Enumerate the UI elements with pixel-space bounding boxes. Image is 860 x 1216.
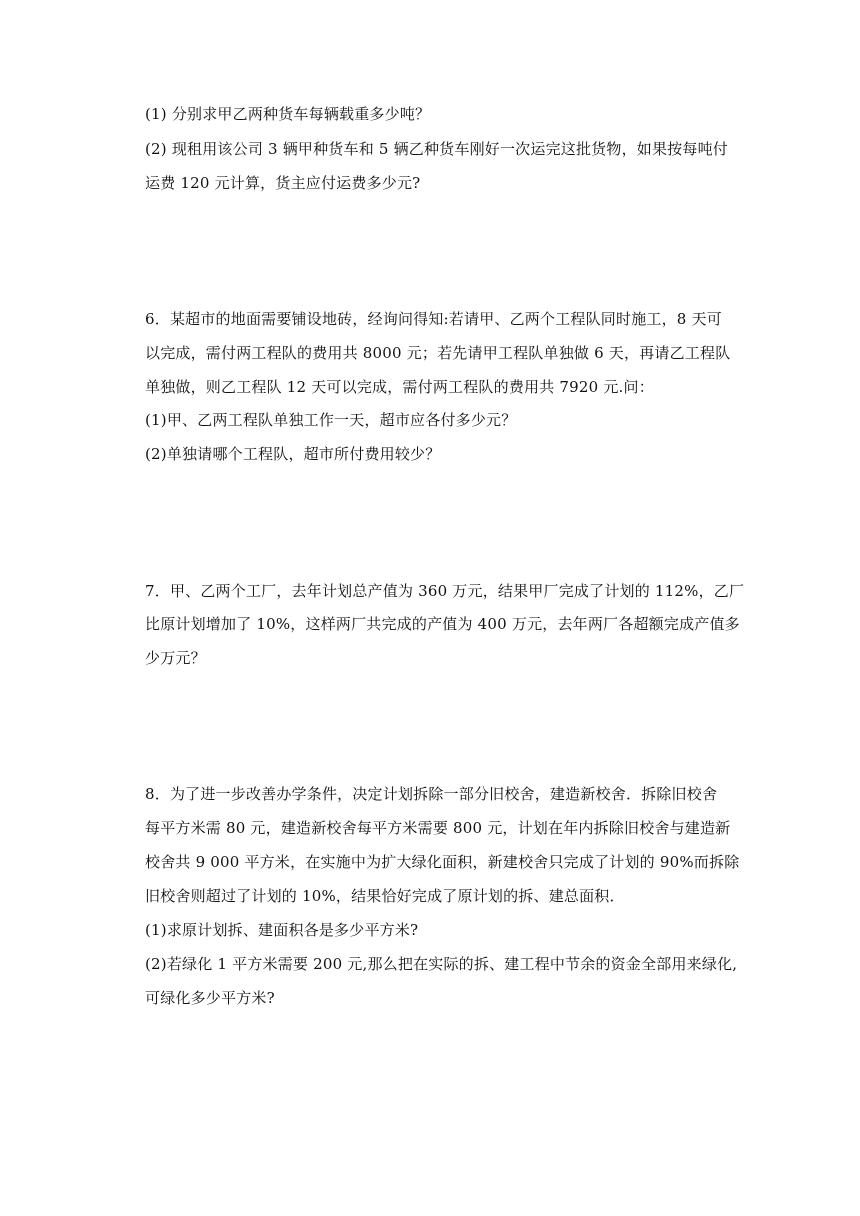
q6-part1: (1)甲、乙两工程队单独工作一天，超市应各付多少元？ xyxy=(145,411,517,429)
q8-line3: 校舍共 9 000 平方米，在实施中为扩大绿化面积，新建校舍只完成了计划的 90%而拆除 xyxy=(145,853,740,871)
q5-part1: (1) 分别求甲乙两种货车每辆载重多少吨？ xyxy=(145,105,431,123)
q8-part2-line1: (2)若绿化 1 平方米需要 200 元,那么把在实际的拆、建工程中节余的资金全部用来绿化, xyxy=(145,955,738,973)
q6-line2: 以完成，需付两工程队的费用共 8000 元；若先请甲工程队单独做 6 天，再请乙工程队 xyxy=(145,344,731,362)
q8-part2-line2: 可绿化多少平方米? xyxy=(145,989,275,1007)
q8-part1: (1)求原计划拆、建面积各是多少平方米? xyxy=(145,921,419,939)
q8-line4: 旧校舍则超过了计划的 10%，结果恰好完成了原计划的拆、建总面积． xyxy=(145,887,625,905)
q7-line2: 比原计划增加了 10%，这样两厂共完成的产值为 400 万元，去年两厂各超额完成产值多 xyxy=(145,615,740,633)
q5-part2-line1: (2) 现租用该公司 3 辆甲种货车和 5 辆乙种货车刚好一次运完这批货物，如果按每吨付 xyxy=(145,140,728,158)
q6-line1: 6．某超市的地面需要铺设地砖，经询问得知:若请甲、乙两个工程队同时施工，8 天可 xyxy=(145,310,722,328)
q8-line1: 8．为了进一步改善办学条件，决定计划拆除一部分旧校舍，建造新校舍．拆除旧校舍 xyxy=(145,785,718,803)
q7-line3: 少万元？ xyxy=(145,649,206,667)
q6-part2: (2)单独请哪个工程队，超市所付费用较少？ xyxy=(145,445,441,463)
q5-part2-line2: 运费 120 元计算，货主应付运费多少元? xyxy=(145,174,421,192)
q6-line3: 单独做，则乙工程队 12 天可以完成，需付两工程队的费用共 7920 元.问： xyxy=(145,378,654,396)
q7-line1: 7．甲、乙两个工厂，去年计划总产值为 360 万元，结果甲厂完成了计划的 112%，乙厂 xyxy=(145,582,745,600)
q8-line2: 每平方米需 80 元，建造新校舍每平方米需要 800 元，计划在年内拆除旧校舍与建造新 xyxy=(145,819,731,837)
